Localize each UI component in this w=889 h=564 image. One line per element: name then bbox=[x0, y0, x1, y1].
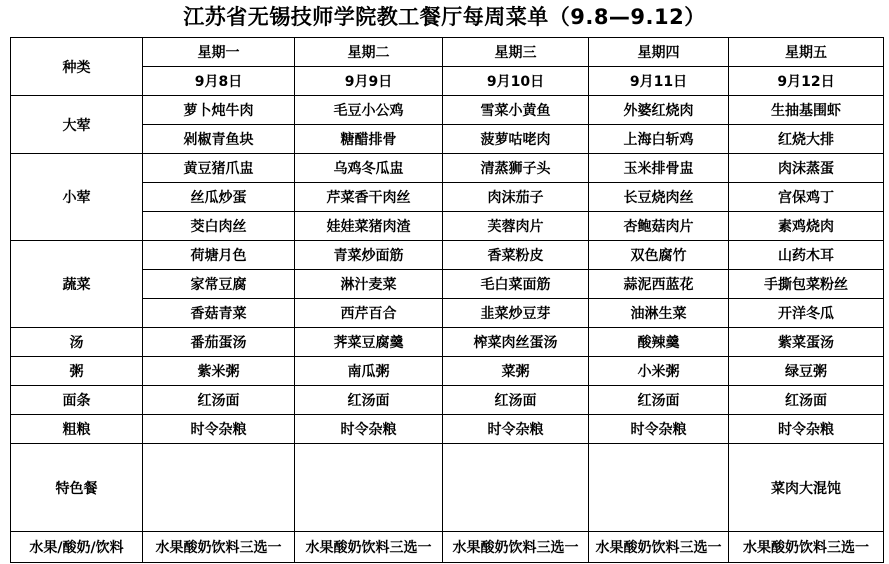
menu-cell: 肉沫蒸蛋 bbox=[729, 154, 884, 183]
culiang-row bbox=[11, 415, 884, 444]
menu-cell: 香菜粉皮 bbox=[443, 241, 589, 270]
menu-cell: 水果酸奶饮料三选一 bbox=[729, 532, 884, 563]
menu-cell: 外婆红烧肉 bbox=[589, 96, 729, 125]
drinks-row bbox=[11, 532, 884, 563]
category-cell: 粥 bbox=[11, 357, 143, 386]
menu-cell: 红烧大排 bbox=[729, 125, 884, 154]
menu-cell: 红汤面 bbox=[589, 386, 729, 415]
menu-cell: 水果酸奶饮料三选一 bbox=[589, 532, 729, 563]
menu-cell: 紫菜蛋汤 bbox=[729, 328, 884, 357]
menu-cell: 毛豆小公鸡 bbox=[295, 96, 443, 125]
category-cell: 大荤 bbox=[11, 96, 143, 154]
menu-cell: 香菇青菜 bbox=[143, 299, 295, 328]
menu-cell: 荷塘月色 bbox=[143, 241, 295, 270]
menu-cell: 时令杂粮 bbox=[589, 415, 729, 444]
menu-cell bbox=[443, 444, 589, 532]
date-header: 9月10日 bbox=[443, 67, 589, 96]
menu-cell: 时令杂粮 bbox=[729, 415, 884, 444]
date-header: 9月11日 bbox=[589, 67, 729, 96]
menu-cell: 家常豆腐 bbox=[143, 270, 295, 299]
menu-cell: 红汤面 bbox=[729, 386, 884, 415]
menu-cell: 萝卜炖牛肉 bbox=[143, 96, 295, 125]
day-header: 星期四 bbox=[589, 38, 729, 67]
category-cell: 粗粮 bbox=[11, 415, 143, 444]
menu-cell: 乌鸡冬瓜盅 bbox=[295, 154, 443, 183]
menu-cell: 肉沫茄子 bbox=[443, 183, 589, 212]
day-header: 星期五 bbox=[729, 38, 884, 67]
menu-cell: 芙蓉肉片 bbox=[443, 212, 589, 241]
menu-cell: 毛白菜面筋 bbox=[443, 270, 589, 299]
menu-cell bbox=[295, 444, 443, 532]
menu-cell: 上海白斩鸡 bbox=[589, 125, 729, 154]
menu-cell: 开洋冬瓜 bbox=[729, 299, 884, 328]
menu-cell: 油淋生菜 bbox=[589, 299, 729, 328]
menu-cell: 双色腐竹 bbox=[589, 241, 729, 270]
date-header: 9月12日 bbox=[729, 67, 884, 96]
menu-cell bbox=[589, 444, 729, 532]
category-cell: 蔬菜 bbox=[11, 241, 143, 328]
category-cell: 水果/酸奶/饮料 bbox=[11, 532, 143, 563]
menu-cell: 菜粥 bbox=[443, 357, 589, 386]
menu-cell: 时令杂粮 bbox=[295, 415, 443, 444]
zhou-row bbox=[11, 357, 884, 386]
menu-cell: 素鸡烧肉 bbox=[729, 212, 884, 241]
menu-cell: 紫米粥 bbox=[143, 357, 295, 386]
weekly-menu-table bbox=[10, 37, 884, 563]
category-cell: 小荤 bbox=[11, 154, 143, 241]
day-header: 星期一 bbox=[143, 38, 295, 67]
menu-cell: 绿豆粥 bbox=[729, 357, 884, 386]
menu-cell: 酸辣羹 bbox=[589, 328, 729, 357]
menu-cell: 水果酸奶饮料三选一 bbox=[143, 532, 295, 563]
menu-cell: 生抽基围虾 bbox=[729, 96, 884, 125]
menu-cell: 西芹百合 bbox=[295, 299, 443, 328]
xiaohun-row bbox=[11, 154, 884, 183]
shucai-row bbox=[11, 241, 884, 270]
menu-cell bbox=[143, 444, 295, 532]
dahun-row bbox=[11, 96, 884, 125]
tese-row bbox=[11, 444, 884, 532]
menu-cell: 杏鲍菇肉片 bbox=[589, 212, 729, 241]
menu-cell: 黄豆猪爪盅 bbox=[143, 154, 295, 183]
menu-cell: 宫保鸡丁 bbox=[729, 183, 884, 212]
menu-cell: 蒜泥西蓝花 bbox=[589, 270, 729, 299]
menu-cell: 水果酸奶饮料三选一 bbox=[443, 532, 589, 563]
menu-cell: 韭菜炒豆芽 bbox=[443, 299, 589, 328]
menu-cell: 糖醋排骨 bbox=[295, 125, 443, 154]
menu-cell: 时令杂粮 bbox=[143, 415, 295, 444]
menu-cell: 荠菜豆腐羹 bbox=[295, 328, 443, 357]
menu-cell: 番茄蛋汤 bbox=[143, 328, 295, 357]
menu-cell: 长豆烧肉丝 bbox=[589, 183, 729, 212]
miantiao-row bbox=[11, 386, 884, 415]
page-title: 江苏省无锡技师学院教工餐厅每周菜单（9.8—9.12） bbox=[183, 5, 706, 29]
menu-cell: 红汤面 bbox=[295, 386, 443, 415]
menu-cell: 丝瓜炒蛋 bbox=[143, 183, 295, 212]
menu-cell: 清蒸狮子头 bbox=[443, 154, 589, 183]
menu-cell: 红汤面 bbox=[143, 386, 295, 415]
day-header: 星期二 bbox=[295, 38, 443, 67]
header-days-row bbox=[11, 38, 884, 67]
menu-cell: 榨菜肉丝蛋汤 bbox=[443, 328, 589, 357]
menu-cell: 南瓜粥 bbox=[295, 357, 443, 386]
tang-row bbox=[11, 328, 884, 357]
menu-cell: 雪菜小黄鱼 bbox=[443, 96, 589, 125]
menu-cell: 青菜炒面筋 bbox=[295, 241, 443, 270]
menu-cell: 水果酸奶饮料三选一 bbox=[295, 532, 443, 563]
menu-cell: 菜肉大混饨 bbox=[729, 444, 884, 532]
category-cell: 面条 bbox=[11, 386, 143, 415]
menu-cell: 红汤面 bbox=[443, 386, 589, 415]
menu-cell: 娃娃菜猪肉渣 bbox=[295, 212, 443, 241]
day-header: 星期三 bbox=[443, 38, 589, 67]
menu-cell: 茭白肉丝 bbox=[143, 212, 295, 241]
menu-cell: 小米粥 bbox=[589, 357, 729, 386]
menu-cell: 剁椒青鱼块 bbox=[143, 125, 295, 154]
category-header: 种类 bbox=[11, 38, 143, 96]
menu-cell: 山药木耳 bbox=[729, 241, 884, 270]
menu-cell: 菠萝咕咾肉 bbox=[443, 125, 589, 154]
menu-cell: 芹菜香干肉丝 bbox=[295, 183, 443, 212]
menu-cell: 淋汁麦菜 bbox=[295, 270, 443, 299]
category-cell: 汤 bbox=[11, 328, 143, 357]
date-header: 9月8日 bbox=[143, 67, 295, 96]
menu-cell: 玉米排骨盅 bbox=[589, 154, 729, 183]
date-header: 9月9日 bbox=[295, 67, 443, 96]
category-cell: 特色餐 bbox=[11, 444, 143, 532]
menu-cell: 时令杂粮 bbox=[443, 415, 589, 444]
menu-cell: 手撕包菜粉丝 bbox=[729, 270, 884, 299]
